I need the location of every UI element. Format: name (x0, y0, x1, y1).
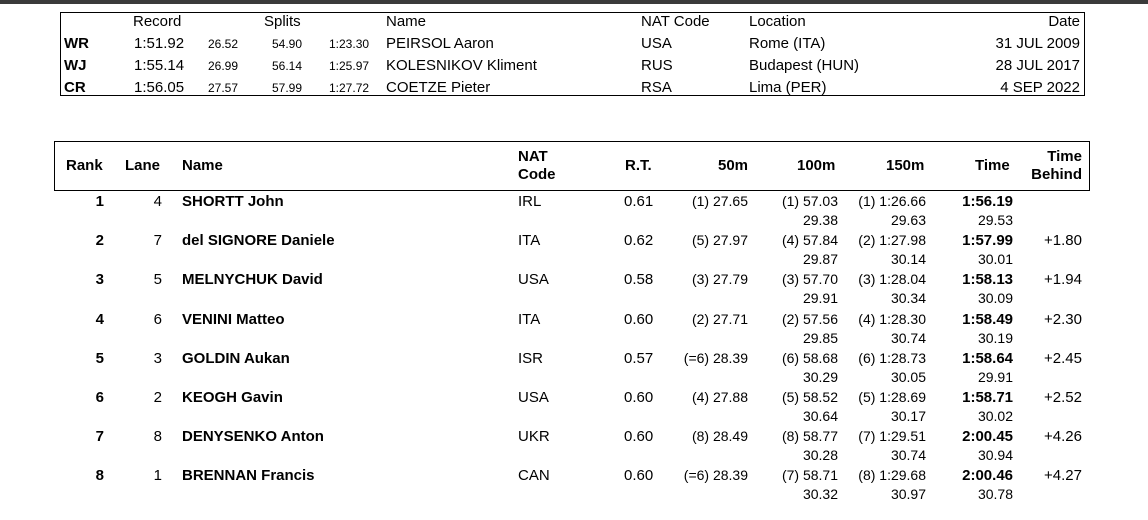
row-split-50m: (=6) 28.39 (683, 467, 748, 484)
row-time-behind: +2.52 (1044, 389, 1082, 406)
row-final-time: 1:58.49 (962, 310, 1013, 328)
row-split-150m: (8) 1:29.68 (858, 467, 926, 484)
row-final-lap: 30.01 (977, 251, 1013, 268)
row-split-100m: (4) 57.84 (781, 232, 838, 249)
row-split-100m-lap: 29.38 (802, 212, 838, 228)
row-reaction-time: 0.60 (624, 467, 654, 485)
row-split-100m: (7) 58.71 (781, 467, 838, 484)
record-holder-name: KOLESNIKOV Kliment (386, 57, 537, 74)
row-split-50m: (8) 28.49 (691, 428, 748, 445)
row-nat-code: USA (518, 389, 549, 406)
row-lane: 7 (153, 232, 162, 250)
row-time-behind: +1.80 (1044, 232, 1082, 250)
record-time: 1:55.14 (134, 57, 185, 74)
row-nat-code: ISR (518, 349, 544, 367)
record-split-3: 1:23.30 (329, 37, 370, 51)
row-swimmer-name: del SIGNORE Daniele (182, 232, 335, 250)
row-swimmer-name: GOLDIN Aukan (182, 349, 290, 367)
top-rule (0, 0, 1148, 4)
row-nat-code: CAN (518, 467, 550, 485)
row-nat-code: ITA (518, 310, 541, 328)
row-split-100m-lap: 30.29 (802, 368, 838, 385)
row-time-behind: +2.30 (1044, 310, 1082, 328)
row-rank: 4 (95, 310, 104, 328)
row-split-150m-lap: 30.74 (890, 447, 926, 464)
row-swimmer-name: MELNYCHUK David (182, 271, 323, 289)
row-final-lap: 30.78 (977, 486, 1013, 503)
row-rank: 2 (95, 232, 104, 250)
row-final-lap: 30.19 (977, 329, 1013, 346)
row-reaction-time: 0.60 (624, 389, 654, 406)
row-split-150m-lap: 30.34 (890, 290, 926, 307)
record-split-1: 26.52 (208, 37, 239, 51)
row-rank: 7 (95, 428, 104, 446)
row-rank: 5 (95, 349, 104, 367)
row-split-150m-lap: 29.63 (890, 212, 926, 228)
row-reaction-time: 0.62 (624, 232, 654, 250)
row-split-100m-lap: 29.87 (802, 251, 838, 268)
row-time-behind: +4.26 (1044, 428, 1082, 446)
row-final-time: 1:58.71 (962, 389, 1013, 406)
header-behind-line2: Behind (1031, 166, 1082, 183)
header-behind-line1: Time (1047, 148, 1082, 165)
record-nat-code: USA (641, 35, 672, 52)
row-split-100m-lap: 29.91 (802, 290, 838, 307)
row-split-100m-lap: 30.32 (802, 486, 838, 503)
header-50m: 50m (718, 157, 749, 174)
row-time-behind: +4.27 (1044, 467, 1082, 485)
row-reaction-time: 0.57 (624, 349, 654, 367)
record-split-2: 57.99 (272, 81, 303, 95)
header-reaction-time: R.T. (625, 157, 652, 174)
records-left-border (60, 33, 61, 96)
record-split-3: 1:25.97 (329, 59, 370, 73)
row-rank: 8 (95, 467, 104, 485)
row-split-50m: (2) 27.71 (691, 310, 748, 327)
row-final-time: 1:57.99 (962, 232, 1013, 250)
header-rank: Rank (66, 157, 103, 174)
row-final-time: 1:58.64 (962, 349, 1013, 367)
row-nat-code: UKR (518, 428, 550, 446)
row-split-50m: (1) 27.65 (691, 193, 748, 209)
row-lane: 5 (153, 271, 162, 289)
row-split-150m: (1) 1:26.66 (858, 193, 926, 209)
record-holder-name: PEIRSOL Aaron (386, 35, 494, 52)
records-header-date: Date (1048, 13, 1080, 30)
row-split-100m: (5) 58.52 (781, 389, 838, 405)
record-split-2: 56.14 (272, 59, 303, 73)
row-swimmer-name: SHORTT John (182, 193, 284, 210)
row-rank: 1 (95, 193, 104, 210)
row-final-time: 1:56.19 (962, 193, 1013, 210)
row-split-100m: (8) 58.77 (781, 428, 838, 445)
header-100m: 100m (797, 157, 836, 174)
row-swimmer-name: VENINI Matteo (182, 310, 285, 328)
row-final-time: 2:00.45 (962, 428, 1013, 446)
header-nat-line1: NAT (518, 148, 548, 165)
row-split-100m: (2) 57.56 (781, 310, 838, 327)
header-name: Name (182, 157, 223, 174)
record-split-1: 27.57 (208, 81, 239, 95)
record-code: WJ (64, 57, 87, 74)
record-time: 1:56.05 (134, 79, 185, 96)
row-split-100m-lap: 29.85 (802, 329, 838, 346)
records-header-splits: Splits (264, 13, 301, 30)
row-split-50m: (5) 27.97 (691, 232, 748, 249)
row-final-lap: 30.09 (977, 290, 1013, 307)
records-header-nat-code: NAT Code (641, 13, 710, 30)
row-split-150m: (2) 1:27.98 (858, 232, 926, 249)
row-split-150m: (7) 1:29.51 (858, 428, 926, 445)
record-split-3: 1:27.72 (329, 81, 370, 95)
record-holder-name: COETZE Pieter (386, 79, 491, 96)
row-nat-code: ITA (518, 232, 541, 250)
row-split-150m-lap: 30.74 (890, 329, 926, 346)
row-final-lap: 30.02 (977, 408, 1013, 424)
row-time-behind: +1.94 (1044, 271, 1082, 289)
row-swimmer-name: KEOGH Gavin (182, 389, 283, 406)
row-lane: 6 (153, 310, 162, 328)
header-lane: Lane (125, 157, 161, 174)
row-split-100m-lap: 30.64 (802, 408, 838, 424)
row-final-lap: 29.53 (977, 212, 1013, 228)
row-split-50m: (4) 27.88 (691, 389, 748, 405)
row-split-150m: (3) 1:28.04 (858, 271, 926, 288)
row-lane: 3 (153, 349, 162, 367)
row-lane: 8 (153, 428, 162, 446)
row-split-50m: (3) 27.79 (691, 271, 748, 288)
row-final-time: 1:58.13 (962, 271, 1013, 289)
row-reaction-time: 0.60 (624, 310, 654, 328)
row-split-100m: (1) 57.03 (781, 193, 838, 209)
record-date: 4 SEP 2022 (1000, 79, 1080, 96)
row-lane: 1 (153, 467, 162, 485)
record-time: 1:51.92 (134, 35, 185, 52)
header-nat-line2: Code (518, 166, 556, 183)
row-swimmer-name: DENYSENKO Anton (182, 428, 324, 446)
record-code: WR (64, 35, 89, 52)
record-nat-code: RSA (641, 79, 672, 96)
row-time-behind: +2.45 (1044, 349, 1082, 367)
records-header-record: Record (133, 13, 182, 30)
records-header-name: Name (386, 13, 427, 30)
row-rank: 3 (95, 271, 104, 289)
row-swimmer-name: BRENNAN Francis (182, 467, 315, 485)
row-final-time: 2:00.46 (962, 467, 1013, 485)
header-150m: 150m (886, 157, 925, 174)
record-code: CR (64, 79, 86, 96)
row-final-lap: 29.91 (977, 368, 1013, 385)
row-split-150m-lap: 30.97 (890, 486, 926, 503)
row-split-100m: (6) 58.68 (781, 349, 838, 366)
header-time: Time (975, 157, 1010, 174)
row-split-150m: (4) 1:28.30 (858, 310, 926, 327)
record-location: Rome (ITA) (749, 35, 826, 52)
row-reaction-time: 0.60 (624, 428, 654, 446)
row-nat-code: USA (518, 271, 549, 289)
row-lane: 2 (153, 389, 162, 406)
row-reaction-time: 0.58 (624, 271, 654, 289)
row-nat-code: IRL (518, 193, 542, 210)
record-date: 28 JUL 2017 (995, 57, 1080, 74)
record-split-2: 54.90 (272, 37, 303, 51)
row-split-150m-lap: 30.05 (890, 368, 926, 385)
record-nat-code: RUS (641, 57, 673, 74)
record-location: Budapest (HUN) (749, 57, 860, 74)
row-split-100m: (3) 57.70 (781, 271, 838, 288)
record-split-1: 26.99 (208, 59, 239, 73)
records-header-location: Location (749, 13, 806, 30)
record-location: Lima (PER) (749, 79, 827, 96)
row-split-150m-lap: 30.17 (890, 408, 926, 424)
record-date: 31 JUL 2009 (995, 35, 1080, 52)
row-split-150m: (5) 1:28.69 (858, 389, 926, 405)
row-final-lap: 30.94 (977, 447, 1013, 464)
row-lane: 4 (153, 193, 162, 210)
row-rank: 6 (95, 389, 104, 406)
row-reaction-time: 0.61 (624, 193, 654, 210)
row-split-150m-lap: 30.14 (890, 251, 926, 268)
row-split-100m-lap: 30.28 (802, 447, 838, 464)
row-split-50m: (=6) 28.39 (683, 349, 748, 366)
row-split-150m: (6) 1:28.73 (858, 349, 926, 366)
